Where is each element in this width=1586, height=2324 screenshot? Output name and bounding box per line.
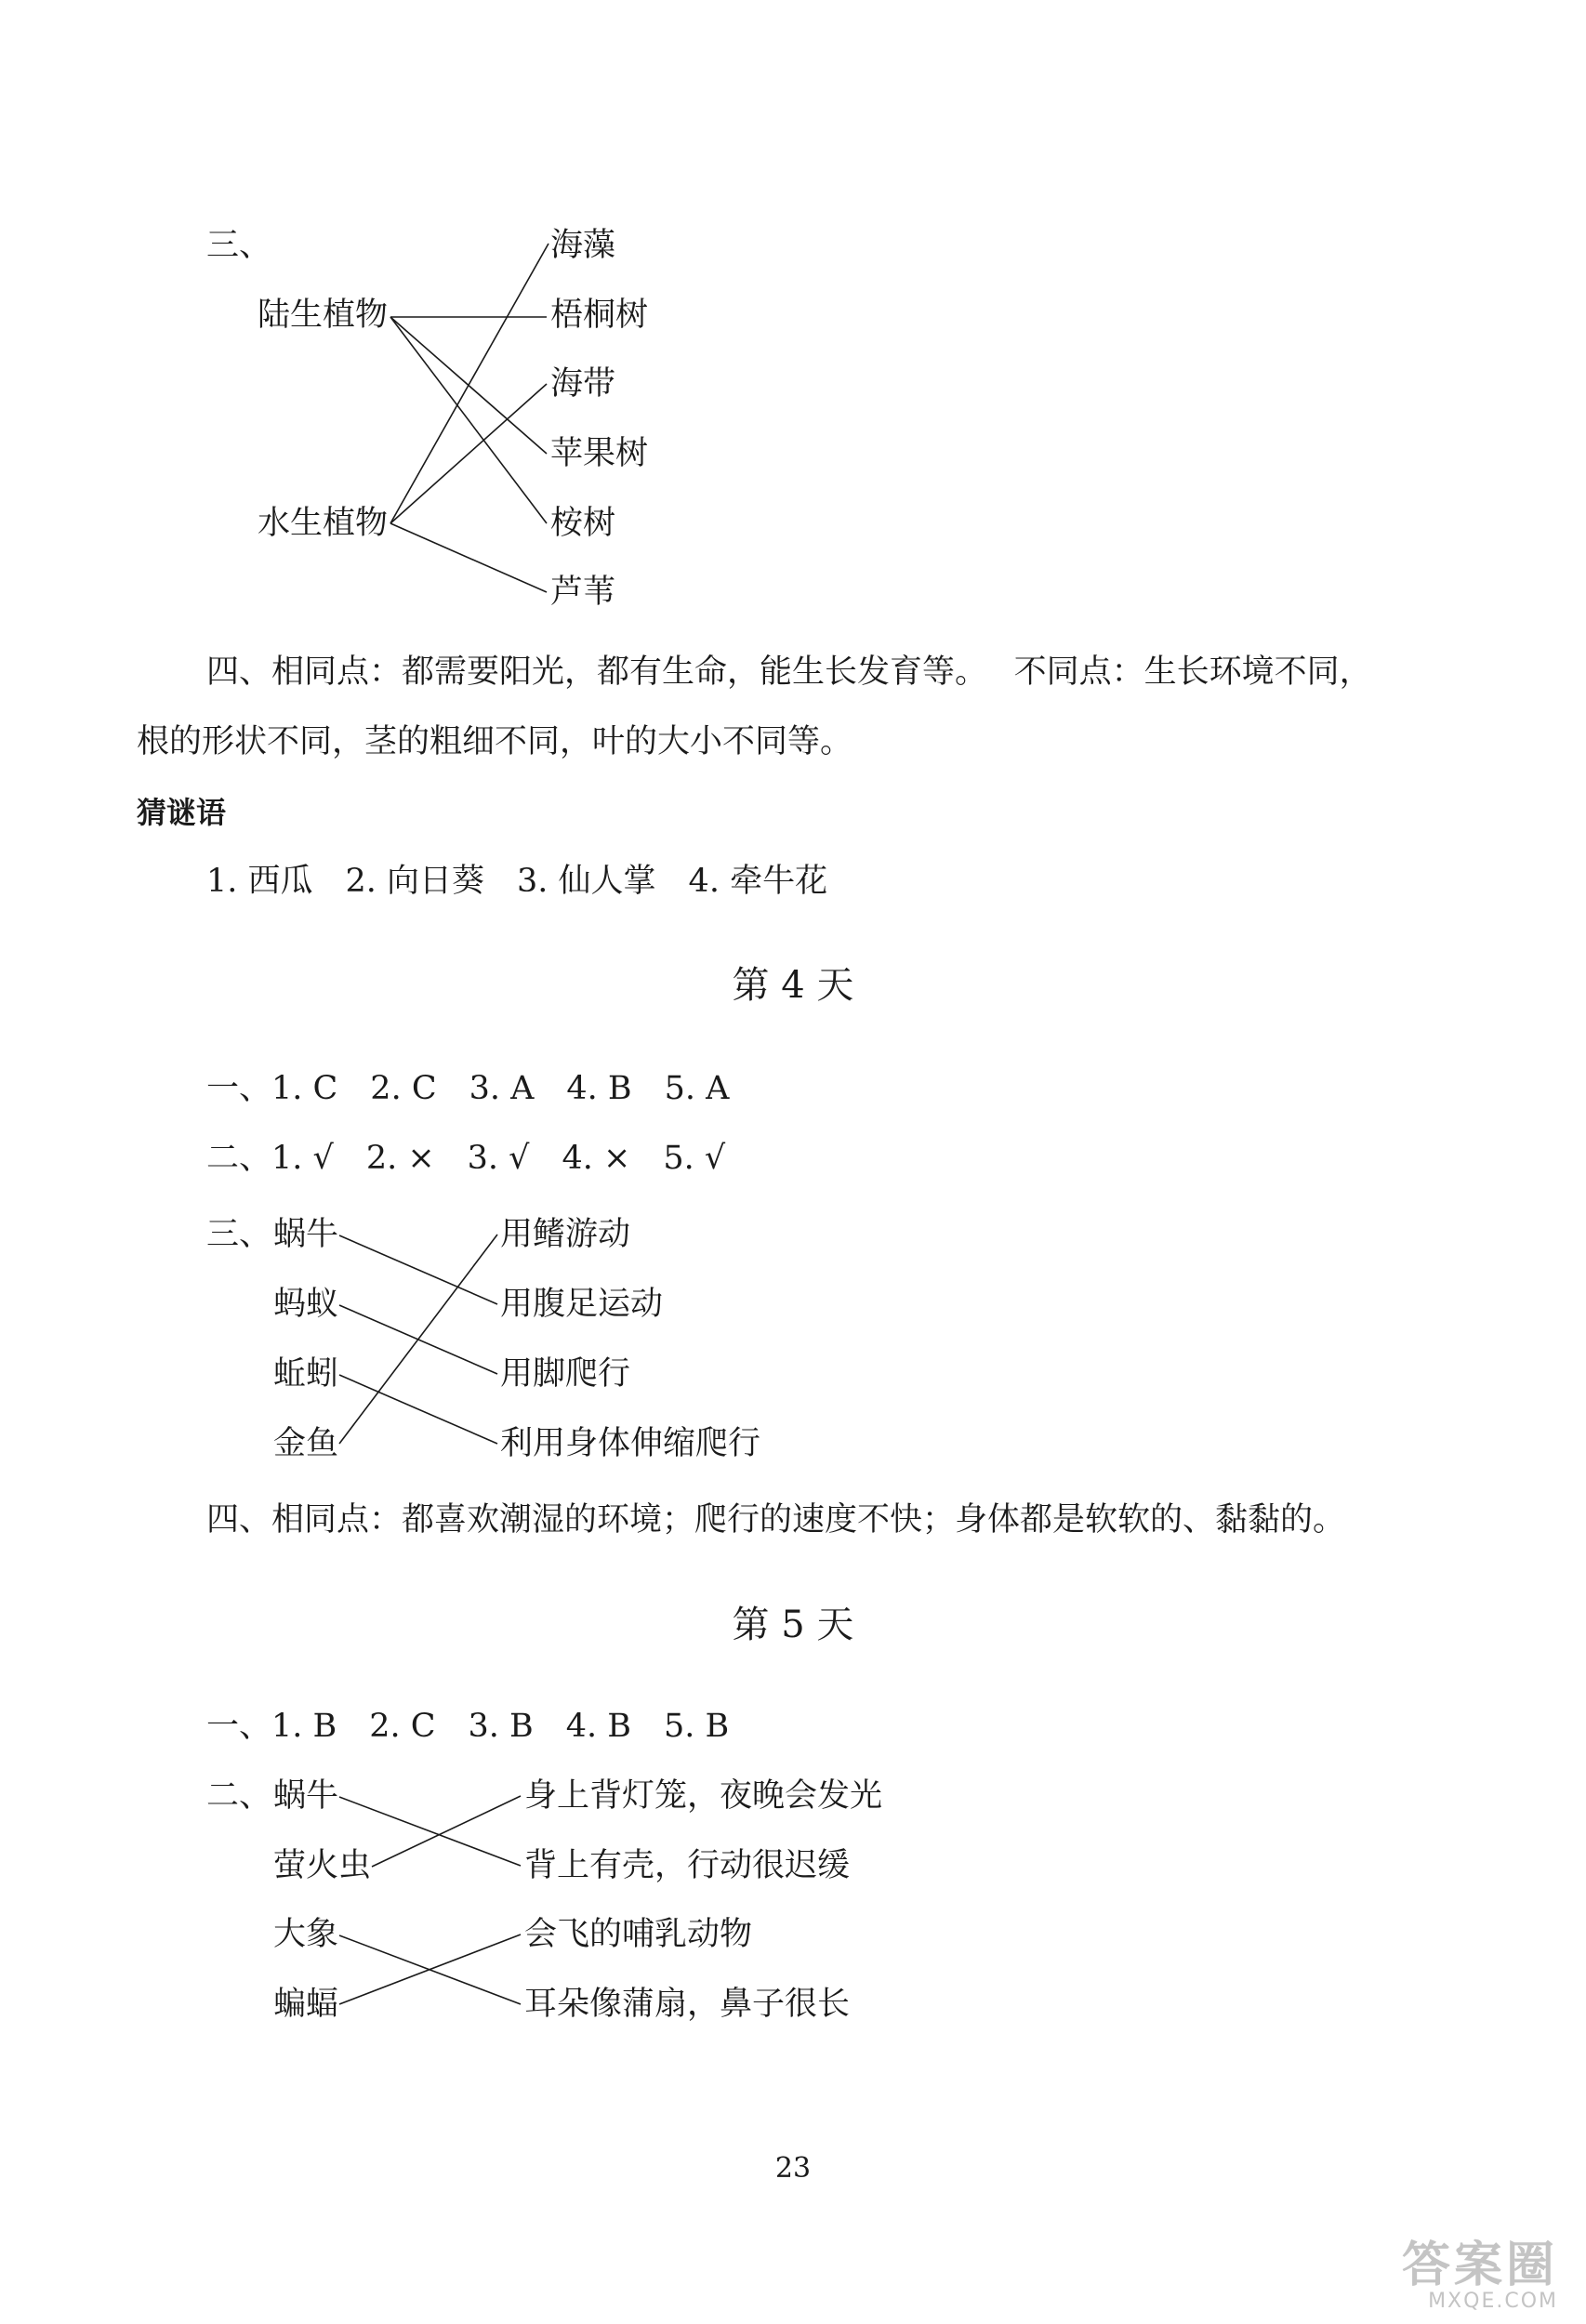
- day4-animal-2: 蚂蚁: [273, 1286, 339, 1323]
- day5-title: 第 5 天: [732, 1604, 854, 1646]
- riddles-heading: 猜谜语: [137, 795, 227, 830]
- day4-motion-1: 用鳍游动: [500, 1216, 631, 1253]
- day4-title: 第 4 天: [732, 964, 854, 1007]
- line-d4-worm: [339, 1375, 497, 1444]
- day4-q4: 四、相同点：都喜欢潮湿的环境；爬行的速度不快；身体都是软软的、黏黏的。: [206, 1501, 1346, 1538]
- line-water-reed: [390, 523, 547, 592]
- land-plants-label: 陆生植物: [258, 297, 389, 334]
- plant-option-6: 芦苇: [550, 574, 616, 611]
- watermark-url: MXQE.COM: [1428, 2290, 1558, 2313]
- day5-trait-1: 身上背灯笼，夜晚会发光: [524, 1777, 883, 1815]
- day5-trait-3: 会飞的哺乳动物: [524, 1916, 753, 1953]
- line-d5-snail: [339, 1797, 521, 1866]
- day5-animal-2: 萤火虫: [273, 1847, 372, 1884]
- day4-motion-2: 用腹足运动: [500, 1286, 664, 1323]
- day5-trait-2: 背上有壳，行动很迟缓: [524, 1847, 851, 1884]
- day5-animal-3: 大象: [273, 1916, 339, 1953]
- line-d4-snail: [339, 1235, 497, 1304]
- riddles-answers: 1. 西瓜 2. 向日葵 3. 仙人掌 4. 牵牛花: [206, 863, 828, 900]
- watermark-title: 答案圈: [1401, 2238, 1558, 2293]
- line-land-eucalyptus: [390, 317, 547, 523]
- day5-animal-1: 蜗牛: [273, 1777, 339, 1815]
- day4-animal-4: 金鱼: [273, 1425, 339, 1462]
- day4-q2: 二、1. √ 2. × 3. √ 4. × 5. √: [206, 1140, 726, 1177]
- day5-trait-4: 耳朵像蒲扇，鼻子很长: [524, 1986, 851, 2023]
- plant-option-2: 梧桐树: [550, 297, 649, 334]
- day4-q3-label: 三、: [206, 1216, 272, 1253]
- q3-label: 三、: [206, 227, 272, 264]
- day4-q1: 一、1. C 2. C 3. A 4. B 5. A: [206, 1070, 730, 1107]
- line-water-seaweed: [390, 244, 548, 523]
- day4-animal-1: 蜗牛: [273, 1216, 339, 1253]
- day4-animal-3: 蚯蚓: [273, 1355, 339, 1393]
- plant-option-5: 桉树: [550, 505, 616, 542]
- day5-animal-4: 蝙蝠: [273, 1986, 339, 2023]
- q4-plants-line2: 根的形状不同，茎的粗细不同，叶的大小不同等。: [137, 723, 853, 760]
- plant-option-4: 苹果树: [550, 435, 649, 472]
- day5-q2-label: 二、: [206, 1777, 272, 1815]
- q4-plants-line1: 四、相同点：都需要阳光，都有生命，能生长发育等。 不同点：生长环境不同，: [206, 654, 1372, 691]
- plant-option-1: 海藻: [550, 227, 616, 264]
- day4-motion-4: 利用身体伸缩爬行: [500, 1425, 761, 1462]
- line-d5-firefly: [372, 1796, 521, 1867]
- day4-motion-3: 用脚爬行: [500, 1355, 631, 1393]
- line-d4-goldfish: [339, 1235, 497, 1444]
- page-number: 23: [774, 2152, 812, 2185]
- day5-q1: 一、1. B 2. C 3. B 4. B 5. B: [206, 1708, 730, 1745]
- line-water-kelp: [390, 384, 547, 523]
- plant-option-3: 海带: [550, 365, 616, 403]
- water-plants-label: 水生植物: [258, 505, 389, 542]
